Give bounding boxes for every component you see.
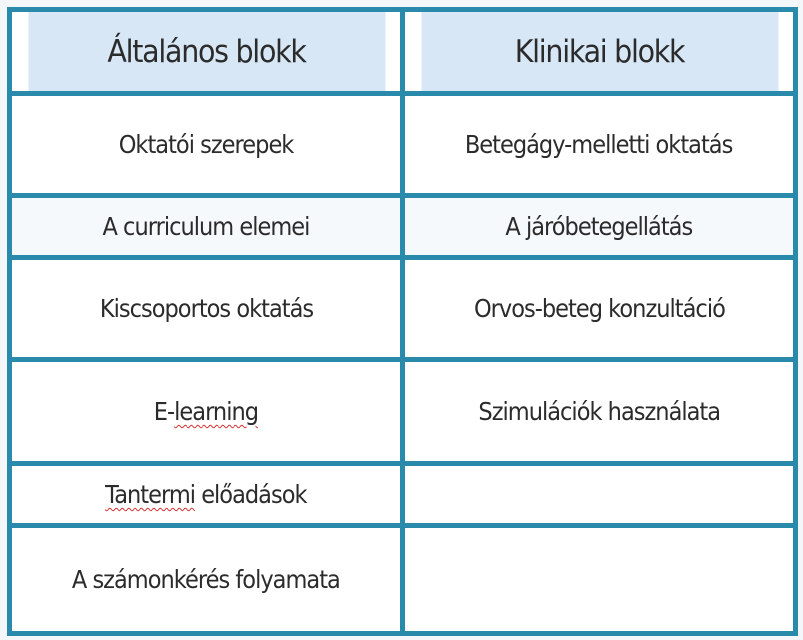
table-row [10, 360, 796, 464]
general-cell-text: Oktatói szerepek [118, 130, 294, 159]
header-clinical-block [418, 10, 780, 94]
header-general-block [25, 10, 387, 94]
clinical-cell [403, 360, 796, 464]
header-general-label: Általános blokk [106, 33, 306, 70]
blocks-table [7, 7, 798, 636]
general-cell [10, 258, 403, 360]
clinical-cell-text: Betegágy-melletti oktatás [465, 130, 733, 159]
table-row [10, 196, 796, 258]
clinical-cell-text: Orvos-beteg konzultáció [473, 294, 725, 323]
general-cell-text [154, 397, 258, 426]
general-cell-text: A curriculum elemei [102, 212, 310, 241]
table-row [10, 464, 796, 526]
general-cell-text: A számonkérés folyamata [72, 565, 340, 594]
general-cell-suffix: előadások [195, 480, 307, 509]
general-cell [10, 464, 403, 526]
clinical-cell [403, 94, 796, 196]
general-cell [10, 360, 403, 464]
table-header-row [10, 10, 796, 94]
table-row [10, 258, 796, 360]
spellcheck-flagged-word[interactable]: Tantermi [105, 480, 196, 509]
table-row [10, 94, 796, 196]
general-cell [10, 526, 403, 634]
general-cell-prefix: E- [153, 397, 175, 426]
general-cell-text [105, 480, 306, 509]
clinical-cell [403, 196, 796, 258]
header-clinical-label: Klinikai blokk [514, 33, 684, 70]
general-cell [10, 196, 403, 258]
clinical-cell-text: A járóbetegellátás [505, 212, 693, 241]
clinical-cell [403, 258, 796, 360]
general-cell [10, 94, 403, 196]
spellcheck-flagged-word[interactable]: learning [174, 397, 259, 426]
table-row [10, 526, 796, 634]
general-cell-text: Kiscsoportos oktatás [99, 294, 313, 323]
clinical-cell-text: Szimulációk használata [478, 397, 720, 426]
clinical-cell-empty [403, 526, 796, 634]
clinical-cell-empty [403, 464, 796, 526]
